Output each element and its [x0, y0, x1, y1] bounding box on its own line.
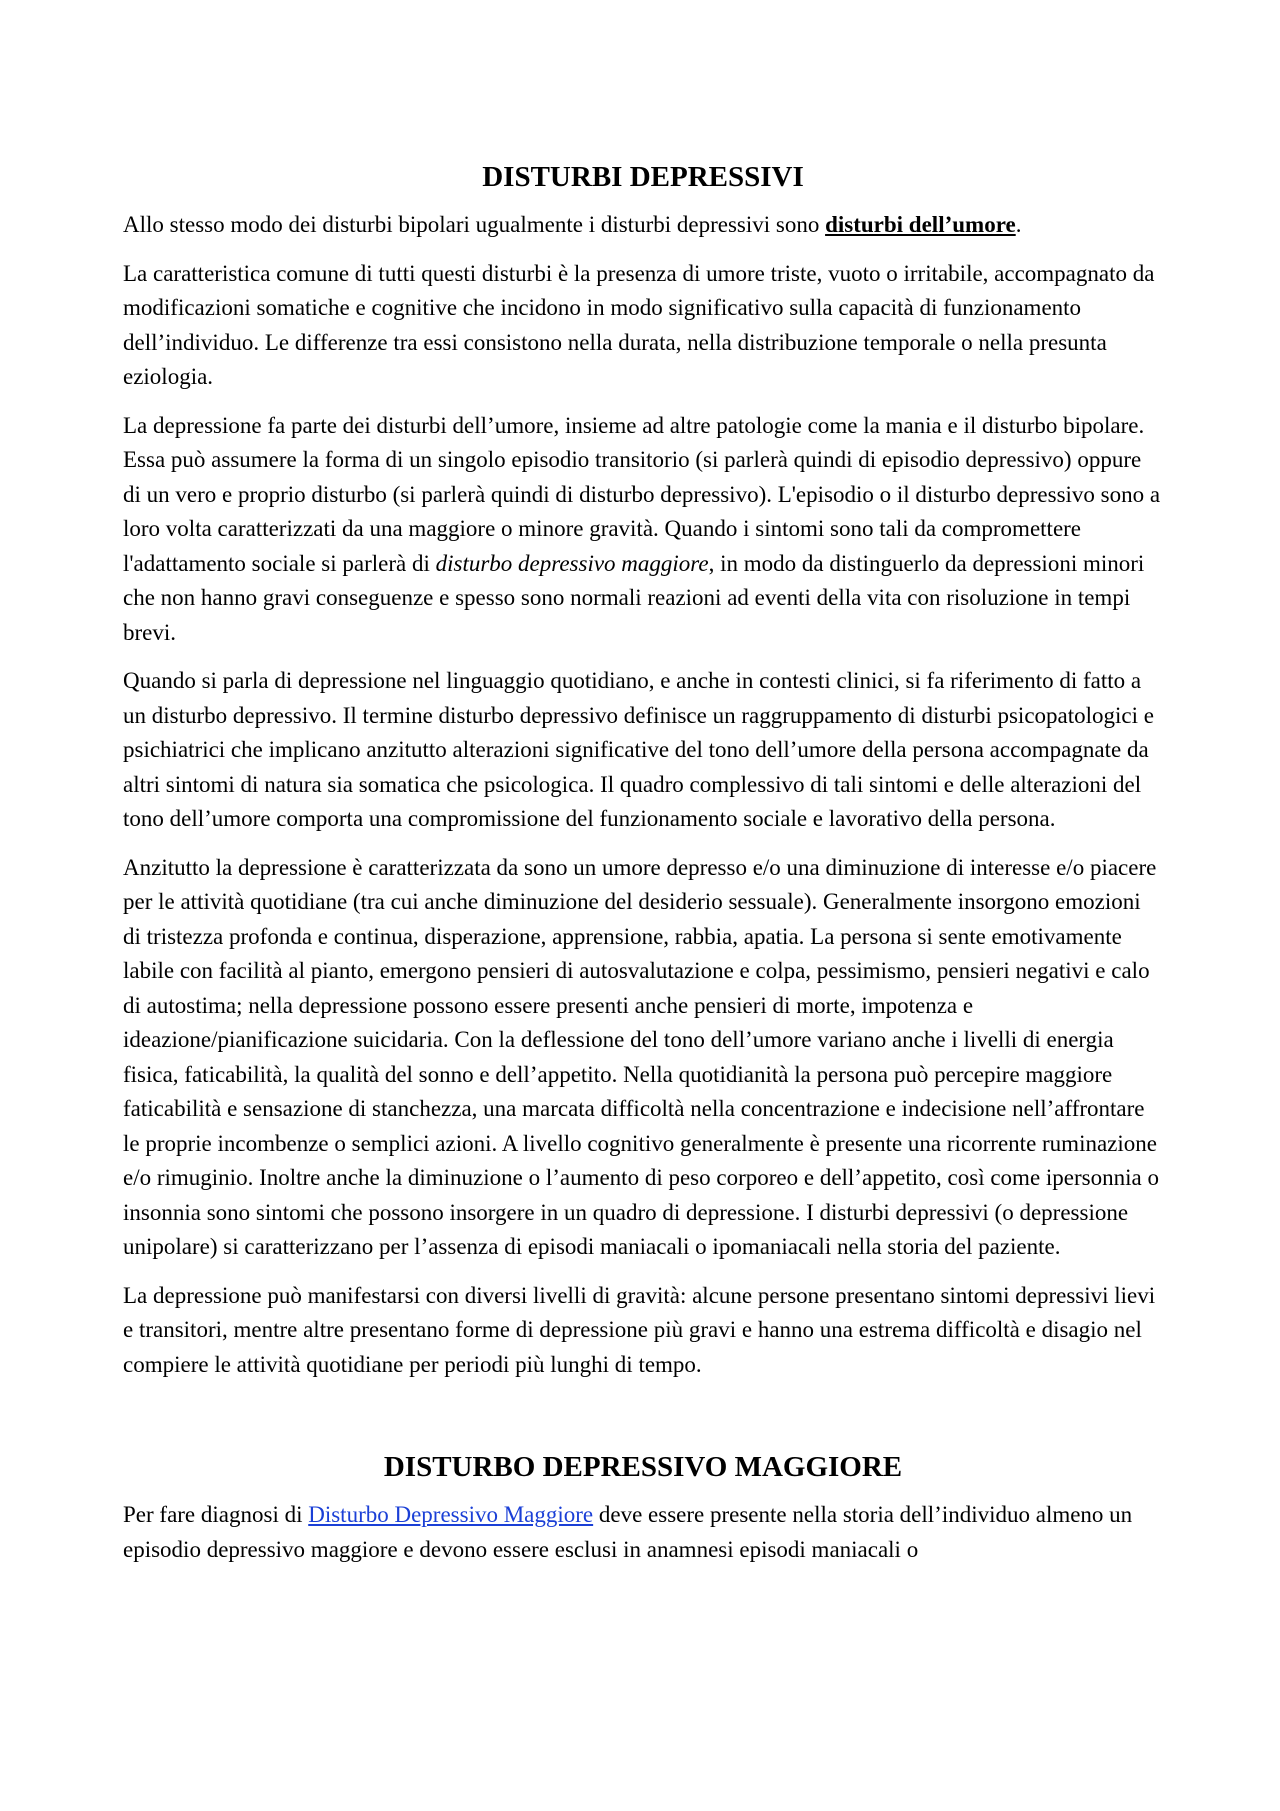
paragraph-diagnosi-end: deve essere presente nella storia dell’individuo almeno un episodio depressivo maggiore e devono essere esclusi in anamnesi episodi maniacali o [123, 1502, 1133, 1562]
italic-disturbo-depressivo-maggiore: disturbo depressivo maggiore [435, 550, 709, 576]
section-title-disturbo-depressivo-maggiore: DISTURBO DEPRESSIVO MAGGIORE [383, 1451, 903, 1483]
section-title-disturbi-depressivi: DISTURBI DEPRESSIVI [482, 161, 804, 193]
emphasis-disturbi-umore: disturbi dell’umore [825, 212, 1016, 237]
paragraph-sintomi: Anzitutto la depressione è caratterizzata da sono un umore depresso e/o una diminuzione di interesse e/o piacere per le attività quotidiane (tra cui anche diminuzione del desiderio sessuale). Generalmente insorgono emozioni di tristezza profonda e continua, disperazione, apprensione, rabbia, apatia. La persona si sente emotivamente labile con facilità al pianto, emergono pensieri di autosvalutazione e colpa, pessimismo, pensieri negativi e calo di autostima; nella depressione possono essere presenti anche pensieri di morte, impotenza e ideazione/pianificazione suicidaria. Con la deflessione del tono dell’umore variano anche i livelli di energia fisica, faticabilità, la qualità del sonno e dell’appetito. Nella quotidianità la persona può percepire maggiore faticabilità e sensazione di stanchezza, una marcata difficoltà nella concentrazione e indecisione nell’affrontare le proprie incombenze o semplici azioni. A livello cognitivo generalmente è presente una ricorrente ruminazione e/o rimuginio. Inoltre anche la diminuzione o l’aumento di peso corporeo e dell’appetito, così come ipersonnia o insonnia sono sintomi che possono insorgere in un quadro di depressione. I disturbi depressivi (o depressione unipolare) si caratterizzano per l’assenza di episodi maniacali o ipomaniacali nella storia del paziente. [123, 854, 1159, 1259]
link-disturbo-depressivo-maggiore[interactable]: Disturbo Depressivo Maggiore [308, 1502, 594, 1527]
paragraph-depressione-umore [123, 409, 1163, 651]
paragraph-diagnosi-text: Per fare diagnosi di [123, 1502, 309, 1527]
paragraph-diagnosi [123, 1498, 1163, 1567]
paragraph-intro-end: . [1015, 212, 1022, 237]
paragraph-linguaggio-quotidiano: Quando si parla di depressione nel linguaggio quotidiano, e anche in contesti clinici, si fa riferimento di fatto a un disturbo depressivo. Il termine disturbo depressivo definisce un raggruppamento di disturbi psicopatologici e psichiatrici che implicano anzitutto alterazioni significative del tono dell’umore della persona accompagnate da altri sintomi di natura sia somatica che psicologica. Il quadro complessivo di tali sintomi e delle alterazioni del tono dell’umore comporta una compromissione del funzionamento sociale e lavorativo della persona. [123, 668, 1154, 831]
document-content [123, 160, 1163, 1581]
paragraph-intro [123, 208, 1163, 243]
paragraph-depressione-text: La depressione fa parte dei disturbi dell’umore, insieme ad altre patologie come la mania e il disturbo bipolare. Essa può assumere la forma di un singolo episodio transitorio (si parlerà quindi di episodio depressivo) oppure di un vero e proprio disturbo (si parlerà quindi di disturbo depressivo). L'episodio o il disturbo depressivo sono a loro volta caratterizzati da una maggiore o minore gravità. Quando i sintomi sono tali da compromettere l'adattamento sociale si parlerà di [123, 412, 1161, 576]
paragraph-gravita: La depressione può manifestarsi con diversi livelli di gravità: alcune persone presentano sintomi depressivi lievi e transitori, mentre altre presentano forme di depressione più gravi e hanno una estrema difficoltà e disagio nel compiere le attività quotidiane per periodi più lunghi di tempo. [123, 1282, 1156, 1377]
paragraph-depressione-end: , in modo da distinguerlo da depressioni minori che non hanno gravi conseguenze e spesso sono normali reazioni ad eventi della vita con risoluzione in tempi brevi. [123, 550, 1145, 645]
paragraph-caratteristica: La caratteristica comune di tutti questi disturbi è la presenza di umore triste, vuoto o irritabile, accompagnato da modificazioni somatiche e cognitive che incidono in modo significativo sulla capacità di funzionamento dell’individuo. Le differenze tra essi consistono nella durata, nella distribuzione temporale o nella presunta eziologia. [123, 260, 1155, 389]
paragraph-intro-text: Allo stesso modo dei disturbi bipolari ugualmente i disturbi depressivi sono [123, 212, 826, 237]
